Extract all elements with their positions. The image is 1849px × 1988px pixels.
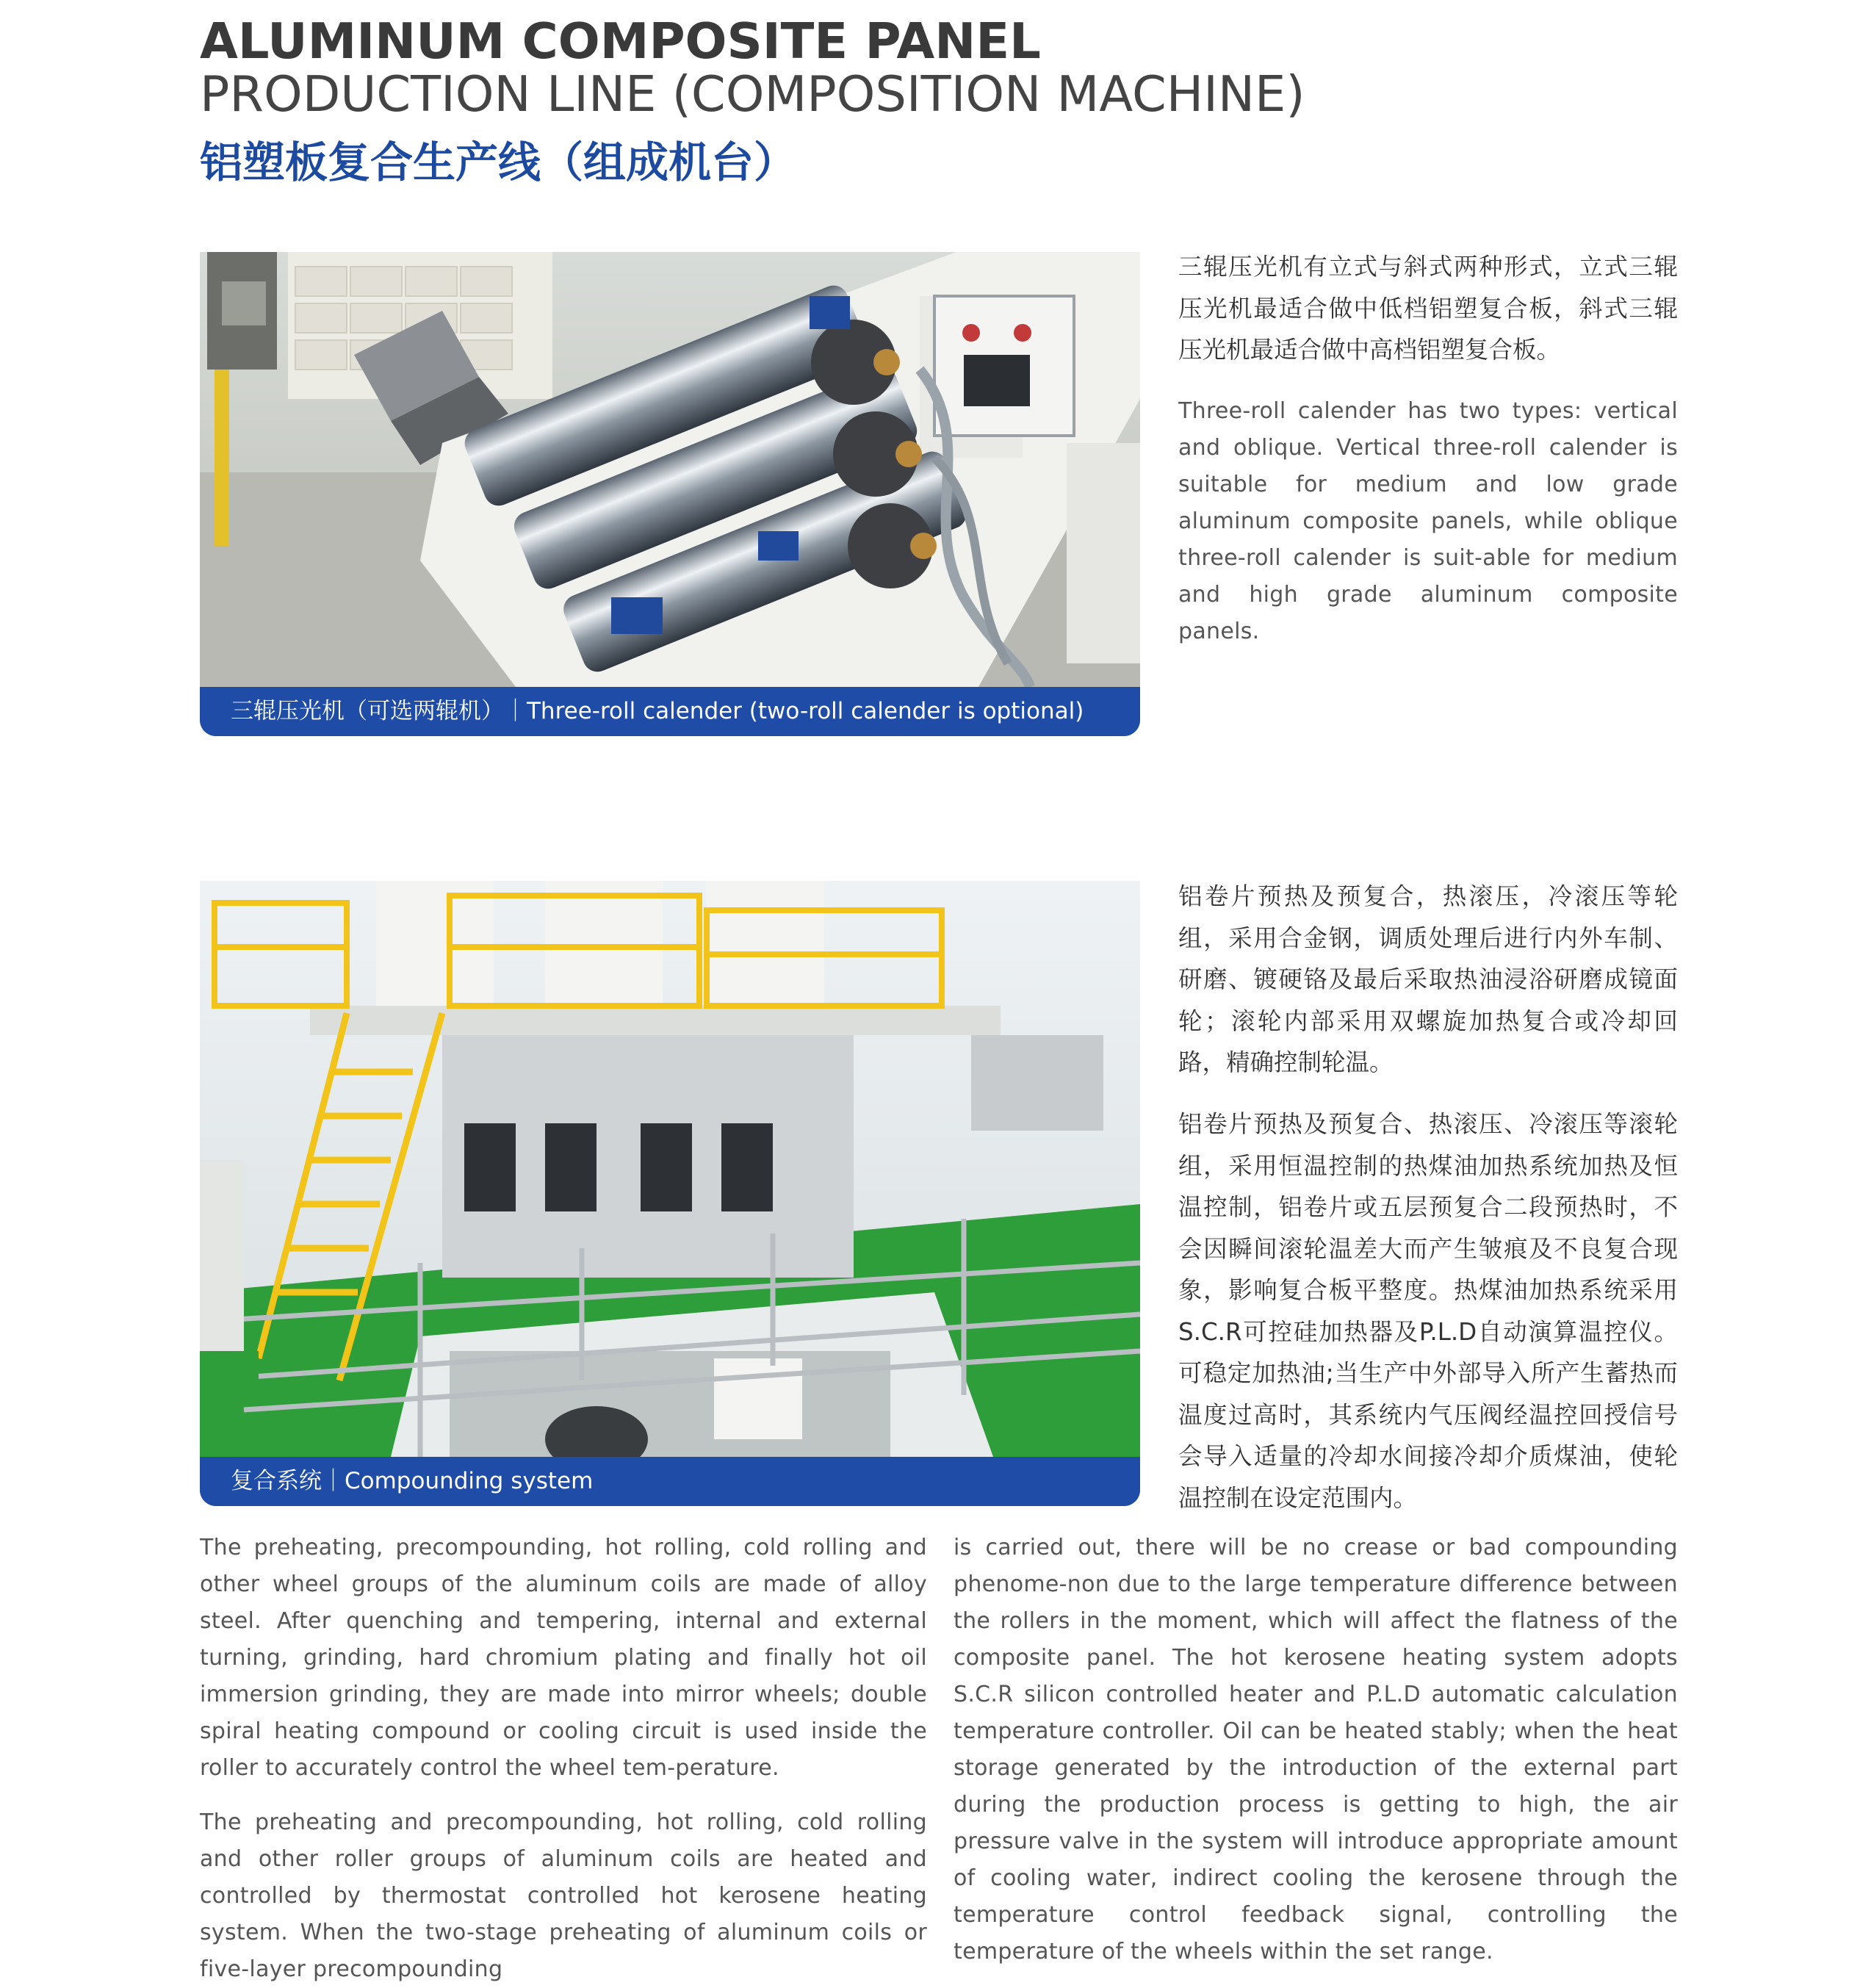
- caption-compounding: 复合系统｜Compounding system: [200, 1457, 1140, 1506]
- calender-desc-cn: 三辊压光机有立式与斜式两种形式，立式三辊压光机最适合做中低档铝塑复合板，斜式三辊压光机最适合做中高档铝塑复合板。: [1178, 253, 1678, 364]
- title-line-2: PRODUCTION LINE (COMPOSITION MACHINE): [200, 65, 1305, 123]
- title-line-1: ALUMINUM COMPOSITE PANEL: [200, 12, 1041, 70]
- bottom-left-paragraph-1: The preheating, precompounding, hot rolling, cold rolling and other wheel groups of the aluminum coils are made of alloy steel. After quenching and tempering, internal and external turning, grinding, hard chromium plating and finally hot oil immersion grinding, they are made into mirror wheels; double spiral heating compound or cooling circuit is used inside the roller to accurately control the wheel tem-perature.: [200, 1535, 927, 1781]
- bottom-left-column: [200, 1530, 927, 1988]
- figure-compounding: [200, 881, 1140, 1506]
- bottom-right-column: [954, 1530, 1678, 1970]
- calender-machine-photo: [200, 252, 1140, 687]
- title-chinese: 铝塑板复合生产线（组成机台）: [200, 137, 797, 187]
- page-title: [200, 12, 1596, 123]
- figure-calender: [200, 252, 1140, 736]
- compounding-desc-cn-2: 铝卷片预热及预复合、热滚压、冷滚压等滚轮组，采用恒温控制的热煤油加热系统加热及恒温控制，铝卷片或五层预复合二段预热时，不会因瞬间滚轮温差大而产生皱痕及不良复合现象，影响复合板平整度。热煤油加热系统采用S.C.R可控硅加热器及P.L.D自动演算温控仪。可稳定加热油;当生产中外部导入所产生蓄热而温度过高时，其系统内气压阀经温控回授信号会导入适量的冷却水间接冷却介质煤油，使轮温控制在设定范围内。: [1178, 1110, 1678, 1512]
- compounding-desc-cn-1: 铝卷片预热及预复合，热滚压，冷滚压等轮组，采用合金钢，调质处理后进行内外车制、研磨、镀硬铬及最后采取热油浸浴研磨成镜面轮；滚轮内部采用双螺旋加热复合或冷却回路，精确控制轮温。: [1178, 882, 1678, 1076]
- compounding-system-photo: [200, 881, 1140, 1457]
- bottom-right-paragraph-1: is carried out, there will be no crease or bad compounding phenome-non due to the large temperature difference between the rollers in the moment, which will affect the flatness of the composite panel. The hot kerosene heating system adopts S.C.R silicon controlled heater and P.L.D automatic calculation temperature controller. Oil can be heated stably; when the heat storage generated by the introduction of the external part during the production process is getting to high, the air pressure valve in the system will introduce appropriate amount of cooling water, indirect cooling the kerosene through the temperature control feedback signal, controlling the temperature of the wheels within the set range.: [954, 1535, 1678, 1964]
- caption-calender: 三辊压光机（可选两辊机）｜Three-roll calender (two-roll calender is optional): [200, 687, 1140, 736]
- bottom-left-paragraph-2: The preheating and precompounding, hot rolling, cold rolling and other roller groups of aluminum coils are heated and controlled by thermostat controlled hot kerosene heating system. When the two-stage preheating of aluminum coils or five-layer precompounding: [200, 1809, 927, 1982]
- calender-desc-en: Three-roll calender has two types: vertical and oblique. Vertical three-roll calender is suitable for medium and low grade aluminum composite panels, while oblique three-roll calender is suit-able for medium and high grade aluminum composite panels.: [1178, 398, 1678, 644]
